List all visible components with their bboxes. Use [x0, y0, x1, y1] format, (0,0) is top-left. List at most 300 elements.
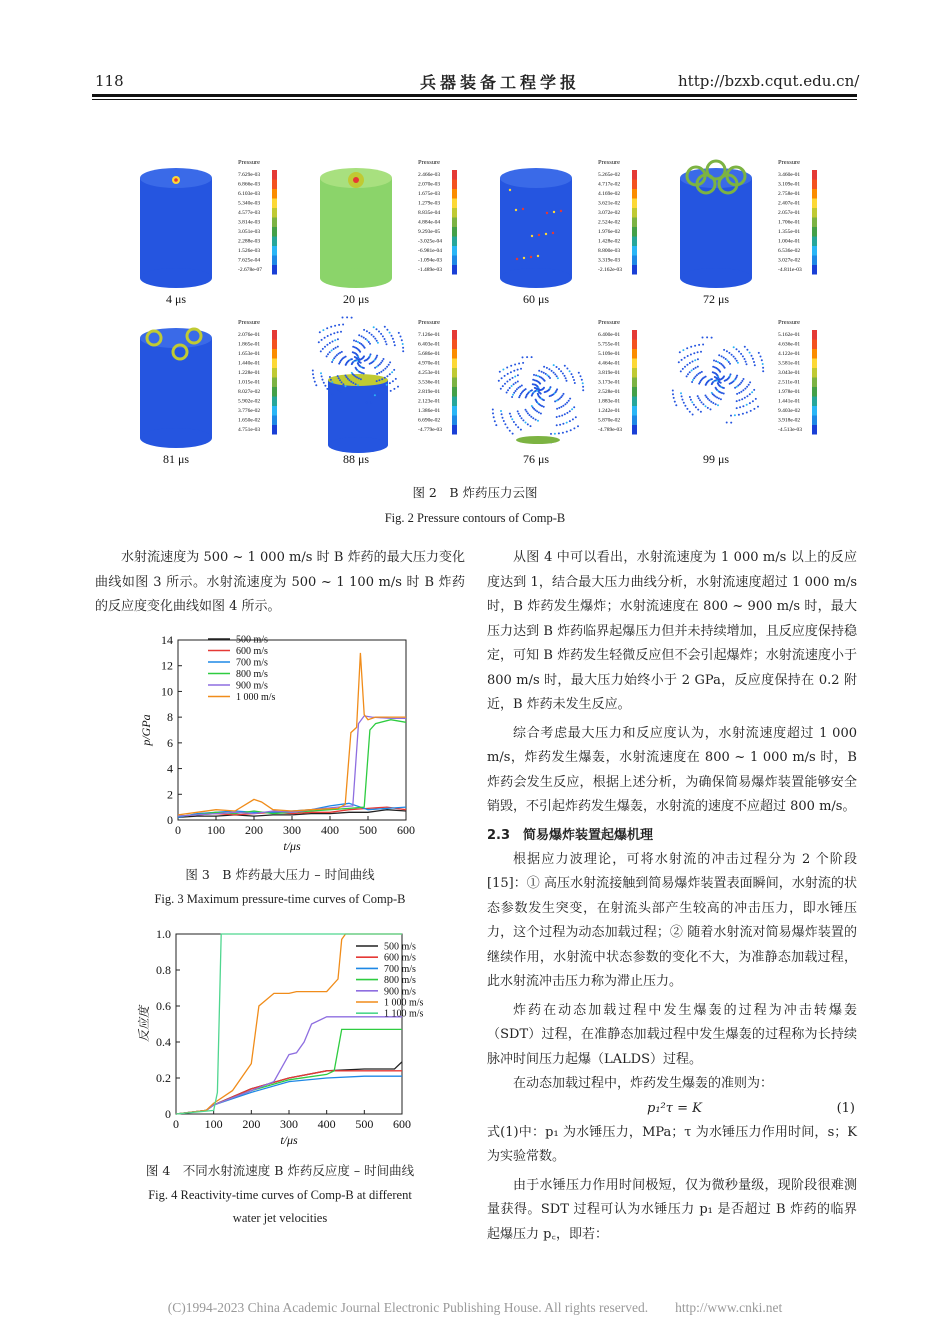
section-heading: 2.3 简易爆炸装置起爆机理 [487, 827, 654, 843]
particle [333, 348, 335, 350]
particle [360, 378, 362, 380]
particle [323, 382, 325, 384]
plot-frame [176, 934, 402, 1114]
legend-value: 1.228e-01 [238, 370, 261, 376]
legend-value: 6.103e-03 [238, 191, 261, 197]
particle [709, 399, 711, 401]
y-tick-label: 8 [167, 710, 173, 725]
legend-swatch [632, 406, 637, 416]
particle [741, 380, 743, 382]
particle [374, 338, 376, 340]
particle [680, 392, 682, 394]
y-tick-label: 12 [161, 658, 173, 673]
particle [351, 363, 353, 365]
particle [675, 404, 677, 406]
y-tick-label: 1.0 [156, 927, 171, 941]
particle [527, 423, 529, 425]
particle [530, 416, 532, 418]
scatter-dot [560, 210, 562, 212]
particle [749, 402, 751, 404]
particle [510, 371, 512, 373]
particle [682, 349, 684, 351]
x-tick-label: 500 [359, 823, 377, 837]
particle [736, 393, 738, 395]
legend-swatch [272, 425, 277, 435]
particle [700, 351, 702, 353]
particle [354, 356, 356, 358]
particle [361, 335, 363, 337]
particle [506, 381, 508, 383]
particle [321, 339, 323, 341]
particle [333, 384, 335, 386]
legend-value: 2.288e-03 [238, 238, 261, 245]
particle [512, 394, 514, 396]
legend-value: 1.355e-01 [778, 229, 801, 235]
legend-value: 2.758e-01 [778, 191, 801, 197]
particle [740, 391, 742, 393]
particle [719, 362, 721, 364]
particle [350, 388, 352, 390]
panel-time-label: 60 μs [522, 292, 550, 306]
x-tick-label: 0 [173, 1117, 179, 1131]
particle [582, 382, 584, 384]
particle [742, 413, 744, 415]
particle [687, 355, 689, 357]
particle [570, 429, 572, 431]
legend-value: 1.883e-01 [598, 398, 621, 405]
particle [566, 431, 568, 433]
particle [543, 406, 545, 408]
particle [536, 390, 538, 392]
particle [739, 406, 741, 408]
x-tick-label: 500 [355, 1117, 374, 1131]
particle [532, 383, 534, 385]
particle [326, 344, 328, 346]
particle [333, 357, 335, 359]
particle [525, 397, 527, 399]
particle [352, 382, 354, 384]
particle [753, 408, 755, 410]
particle [556, 388, 558, 390]
particle [563, 393, 565, 395]
cylinder-body [140, 338, 212, 438]
particle [351, 317, 353, 319]
particle [750, 410, 752, 412]
particle [694, 345, 696, 347]
particle [689, 362, 691, 364]
legend-value: 3.918e-02 [778, 417, 801, 424]
particle [569, 370, 571, 372]
legend-swatch [632, 397, 637, 407]
particle [699, 399, 701, 401]
particle [332, 394, 334, 396]
x-axis-label: t/μs [280, 1133, 298, 1147]
journal-title: 兵器装备工程学报 [420, 73, 581, 92]
legend-swatch [632, 387, 637, 397]
particle [560, 370, 562, 372]
legend-value: -1.094e-03 [418, 257, 442, 264]
particle [500, 410, 502, 412]
legend-value: 1.706e-01 [778, 219, 801, 226]
fig3-caption-cn: 图 3 B 炸药最大压力 – 时间曲线 [185, 867, 375, 882]
particle [582, 386, 584, 388]
particle [376, 387, 378, 389]
particle [541, 371, 543, 373]
particle [313, 377, 315, 379]
journal-url[interactable]: http://bzxb.cqut.edu.cn/ [678, 72, 860, 90]
legend-swatch [812, 256, 817, 266]
particle [380, 362, 382, 364]
y-tick-label: 0.2 [156, 1071, 171, 1085]
legend-value: 5.109e-01 [598, 351, 621, 357]
legend-value: 5.755e-01 [598, 341, 621, 348]
particle [572, 376, 574, 378]
particle [384, 326, 386, 328]
legend-value: 3.814e-03 [238, 219, 261, 226]
particle [674, 401, 676, 403]
particle [742, 405, 744, 407]
scatter-dot [553, 211, 555, 213]
legend-swatch [812, 340, 817, 350]
particle [395, 378, 397, 380]
particle [691, 381, 693, 383]
legend-value: 9.403e-02 [778, 408, 801, 414]
legend-swatch [812, 199, 817, 209]
legend-swatch [272, 349, 277, 359]
particle [330, 326, 332, 328]
x-tick-label: 100 [207, 823, 225, 837]
legend-value: 5.686e-01 [418, 351, 441, 357]
legend-swatch [632, 349, 637, 359]
particle [702, 344, 704, 346]
particle [695, 406, 697, 408]
legend-title: Pressure [598, 159, 621, 166]
particle [389, 332, 391, 334]
y-axis-label: p/GPa [139, 714, 153, 746]
legend-swatch [272, 416, 277, 426]
legend-swatch [812, 406, 817, 416]
particle [680, 370, 682, 372]
particle [538, 388, 540, 390]
header-rule-thin [92, 99, 857, 100]
legend-swatch [812, 349, 817, 359]
particle [346, 316, 348, 318]
particle [729, 363, 731, 365]
particle [543, 366, 545, 368]
particle [358, 377, 360, 379]
legend-value: 1.441e-01 [778, 398, 801, 405]
particle [672, 393, 674, 395]
particle [518, 387, 520, 389]
particle [536, 410, 538, 412]
particle [693, 368, 695, 370]
legend-swatch [452, 265, 457, 275]
contour-panel [480, 310, 660, 470]
particle [377, 342, 379, 344]
legend-value: 7.629e-03 [238, 172, 261, 178]
legend-value: 3.109e-01 [778, 181, 801, 188]
particle [492, 409, 494, 411]
particle [363, 329, 365, 331]
legend-value: 2.057e-01 [778, 210, 801, 216]
particle [509, 387, 511, 389]
particle [380, 333, 382, 335]
cylinder-bottom [328, 437, 388, 453]
particle [511, 396, 513, 398]
particle [758, 352, 760, 354]
particle [706, 396, 708, 398]
particle [721, 355, 723, 357]
particle [702, 403, 704, 405]
particle [363, 355, 365, 357]
cylinder-body [500, 178, 572, 278]
particle [753, 389, 755, 391]
legend-value: 1.675e-03 [418, 191, 441, 197]
particle [746, 386, 748, 388]
legend-value: -2.678e-07 [238, 267, 262, 273]
legend-value: 5.902e-02 [238, 398, 261, 405]
particle [378, 331, 380, 333]
particle [335, 386, 337, 388]
panel-time-label: 76 μs [522, 452, 550, 466]
particle [385, 341, 387, 343]
particle [361, 372, 363, 374]
particle [502, 385, 504, 387]
pressure-hotspot-core [353, 177, 359, 183]
legend-swatch [632, 170, 637, 180]
particle [690, 346, 692, 348]
legend-swatch [812, 246, 817, 256]
legend-value: 4.122e-01 [778, 351, 801, 357]
particle [526, 411, 528, 413]
legend-value: 3.072e-02 [598, 210, 621, 216]
legend-value: 1.440e-01 [238, 360, 261, 367]
particle [698, 383, 700, 385]
particle [717, 404, 719, 406]
particle [721, 392, 723, 394]
particle [517, 410, 519, 412]
particle [730, 422, 732, 424]
particle [391, 335, 393, 337]
particle [716, 397, 718, 399]
particle [394, 344, 396, 346]
particle [720, 398, 722, 400]
particle [345, 385, 347, 387]
particle [734, 358, 736, 360]
particle [678, 361, 680, 363]
series-line [176, 934, 402, 1114]
particle [556, 366, 558, 368]
particle [366, 330, 368, 332]
particle [373, 336, 375, 338]
legend-label: 700 m/s [384, 963, 416, 975]
particle [342, 383, 344, 385]
series-line [176, 1029, 402, 1114]
particle [550, 386, 552, 388]
particle [534, 387, 536, 389]
legend-value: 6.536e-02 [778, 248, 801, 254]
particle [562, 405, 564, 407]
legend-value: -4.811e-03 [778, 267, 802, 273]
particle [331, 361, 333, 363]
legend-swatch [452, 199, 457, 209]
legend-value: 2.070e-03 [418, 181, 441, 188]
legend-value: 1.978e-01 [778, 389, 801, 395]
legend-value: 1.976e-02 [598, 229, 621, 235]
particle [333, 332, 335, 334]
particle [376, 355, 378, 357]
legend-value: -3.025e-04 [418, 238, 442, 245]
legend-value: 2.528e-01 [598, 389, 621, 395]
particle [378, 372, 380, 374]
particle [366, 402, 368, 404]
particle [700, 411, 702, 413]
particle [726, 350, 728, 352]
particle [717, 361, 719, 363]
particle [507, 373, 509, 375]
particle [723, 375, 725, 377]
particle [529, 414, 531, 416]
legend-value: 4.464e-01 [598, 360, 621, 367]
particle [369, 343, 371, 345]
particle [736, 375, 738, 377]
contour-panel [120, 310, 300, 470]
particle [689, 396, 691, 398]
legend-value: 8.027e-02 [238, 389, 261, 395]
particle [522, 362, 524, 364]
particle [391, 371, 393, 373]
particle [360, 362, 362, 364]
particle [561, 395, 563, 397]
particle [509, 430, 511, 432]
particle [357, 341, 359, 343]
particle [558, 432, 560, 434]
panel-time-label: 99 μs [702, 452, 730, 466]
particle [757, 406, 759, 408]
legend-swatch [632, 208, 637, 218]
particle [546, 367, 548, 369]
particle [356, 360, 358, 362]
scatter-dot [515, 209, 517, 211]
particle [558, 368, 560, 370]
particle [515, 382, 517, 384]
particle [525, 422, 527, 424]
particle [517, 381, 519, 383]
particle [397, 386, 399, 388]
particle [698, 344, 700, 346]
particle [681, 395, 683, 397]
particle [695, 376, 697, 378]
particle [578, 372, 580, 374]
particle [531, 356, 533, 358]
particle [495, 424, 497, 426]
legend-value: 1.386e-01 [418, 408, 441, 414]
particle [728, 352, 730, 354]
legend-value: 3.173e-01 [598, 379, 621, 386]
particle [535, 409, 537, 411]
particle [701, 401, 703, 403]
particle [321, 375, 323, 377]
legend-swatch [812, 170, 817, 180]
particle [379, 386, 381, 388]
particle [312, 373, 314, 375]
particle [693, 404, 695, 406]
particle [736, 400, 738, 402]
legend-value: 2.524e-02 [598, 219, 621, 226]
legend-swatch [272, 340, 277, 350]
particle [746, 404, 748, 406]
legend-label: 1 100 m/s [384, 1008, 424, 1020]
scatter-dot [538, 234, 540, 236]
legend-swatch [272, 256, 277, 266]
particle [728, 361, 730, 363]
series-line [178, 653, 406, 815]
particle [515, 390, 517, 392]
scatter-dot [552, 232, 554, 234]
x-tick-label: 200 [242, 1117, 261, 1131]
particle [402, 347, 404, 349]
legend-value: 3.536e-01 [418, 379, 441, 386]
particle [707, 398, 709, 400]
particle [368, 341, 370, 343]
legend-swatch [632, 378, 637, 388]
particle [513, 421, 515, 423]
scatter-dot [530, 256, 532, 258]
legend-swatch [812, 416, 817, 426]
particle [384, 377, 386, 379]
particle [723, 393, 725, 395]
particle [511, 385, 513, 387]
particle [350, 381, 352, 383]
particle [684, 405, 686, 407]
particle [535, 419, 537, 421]
legend-value: 1.653e-01 [238, 351, 261, 357]
legend-swatch [272, 378, 277, 388]
contour-panel [660, 150, 840, 310]
particle [710, 408, 712, 410]
particle [723, 349, 725, 351]
particle [376, 340, 378, 342]
particle [693, 377, 695, 379]
legend-swatch [632, 227, 637, 237]
particle [682, 399, 684, 401]
legend-title: Pressure [418, 319, 441, 326]
plot-frame [178, 640, 406, 820]
equation-number: (1) [836, 1100, 855, 1116]
particle [370, 353, 372, 355]
header-rule [92, 94, 857, 97]
particle [556, 424, 558, 426]
particle [382, 335, 384, 337]
legend-swatch [272, 170, 277, 180]
legend-label: 800 m/s [384, 975, 416, 987]
legend-swatch [272, 397, 277, 407]
legend-swatch [812, 208, 817, 218]
particle [573, 406, 575, 408]
particle [355, 340, 357, 342]
particle [501, 377, 503, 379]
legend-title: Pressure [418, 159, 441, 166]
legend-value: 1.428e-02 [598, 238, 621, 245]
particle [692, 379, 694, 381]
legend-swatch [272, 359, 277, 369]
particle [338, 363, 340, 365]
legend-swatch [632, 416, 637, 426]
legend-value: 3.460e-01 [778, 172, 801, 178]
legend-swatch [452, 425, 457, 435]
particle [370, 402, 372, 404]
legend-swatch [452, 387, 457, 397]
